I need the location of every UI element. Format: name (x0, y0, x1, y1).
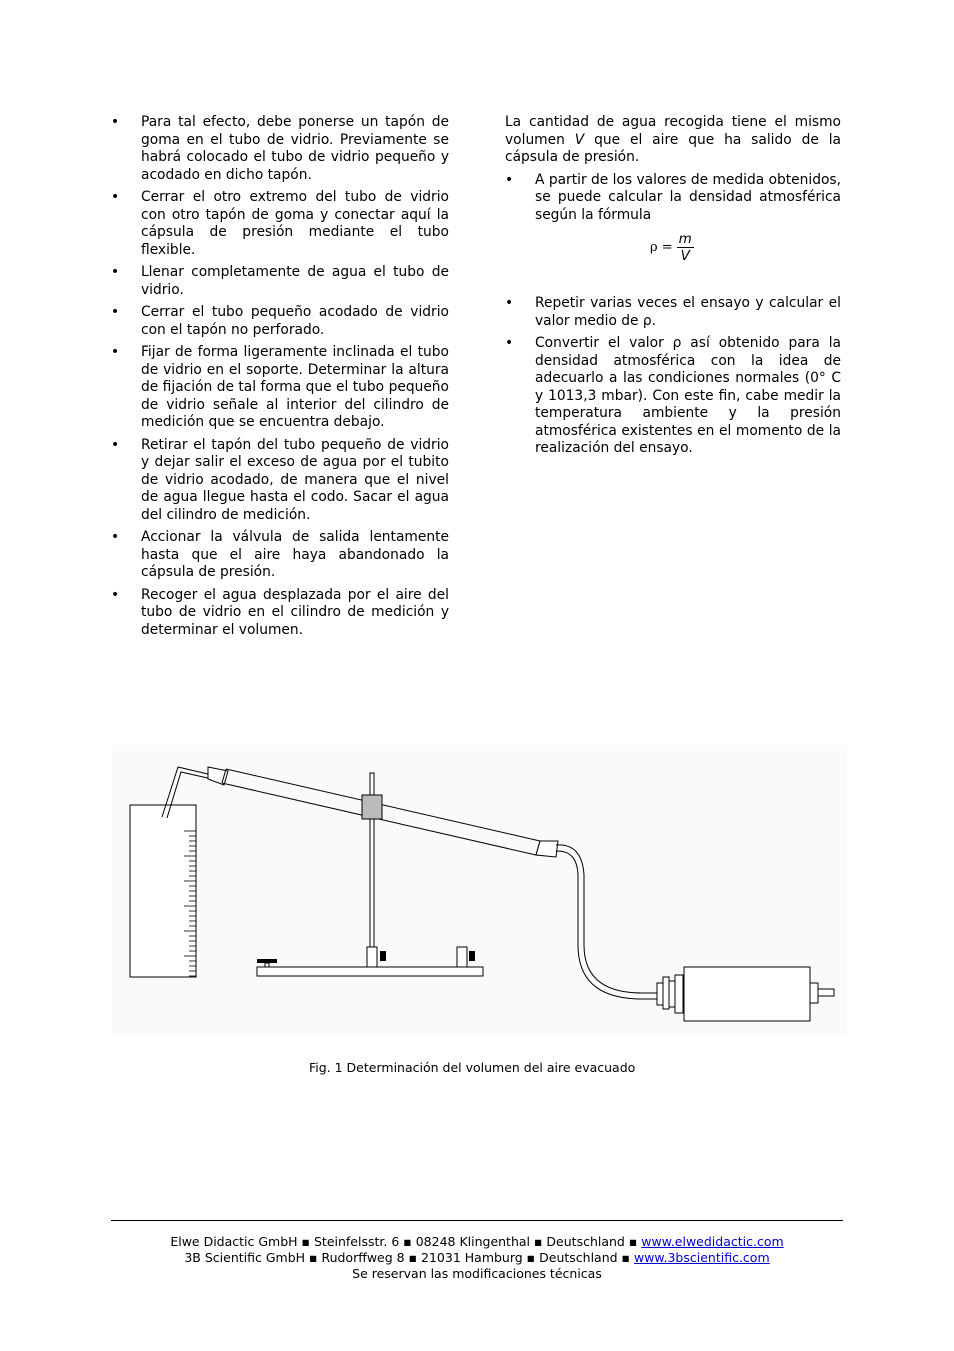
list-item: • Cerrar el otro extremo del tubo de vidrio con otro tapón de goma y conectar aquí la cápsula de presión mediante el tubo flexible. (111, 189, 449, 258)
clamp (362, 795, 382, 819)
list-item: • A partir de los valores de medida obtenidos, se puede calcular la densidad atmosférica según la fórmula (505, 171, 842, 223)
bullet: • (111, 586, 120, 603)
bullet: • (111, 264, 120, 280)
list-item: • Fijar de forma ligeramente inclinada el tubo de vidrio en el soporte. Determinar la altura de fijación de tal forma que el tubo pequeño de vidrio señale al interior del cilindro de medición que se encuentra debajo. (111, 344, 449, 430)
bullet: • (111, 114, 120, 130)
list-item: • Retirar el tapón del tubo pequeño de vidrio y dejar salir el exceso de agua por el tubito de vidrio acodado, de manera que el nivel de agua llegue hasta el codo. Sacar el agua del cilindro de medición. (111, 436, 449, 523)
bullet: • (505, 171, 514, 188)
right-instruction-list-continued (505, 295, 841, 463)
bullet: • (111, 529, 120, 545)
measuring-cylinder (130, 805, 196, 977)
footer-line-2: 3B Scientific GmbH ▪ Rudorffweg 8 ▪ 21031 Hamburg ▪ Deutschland ▪ www.3bscientific.com (184, 1250, 770, 1265)
right-column (505, 114, 841, 229)
footer-divider (111, 1220, 843, 1221)
list-item: • Repetir varias veces el ensayo y calcular el valor medio de ρ. (505, 295, 841, 329)
rubber-stopper-right (536, 841, 558, 857)
pressure-capsule (657, 967, 834, 1021)
right-instruction-list (505, 172, 841, 225)
elwedidactic-link[interactable]: www.elwedidactic.com (641, 1234, 784, 1249)
list-item: • Para tal efecto, debe ponerse un tapón de goma en el tubo de vidrio. Previamente se habrá colocado el tubo de vidrio pequeño y acodado en dicho tapón. (111, 114, 449, 183)
formula-fraction (677, 231, 694, 264)
list-item: • Convertir el valor ρ así obtenido para la densidad atmosférica con la idea de adecuarlo a las condiciones normales (0° C y 1013,3 mbar). Con este fin, cabe medir la temperatura ambiente y la presión atmosférica existentes en el momento de la realización del ensayo. (505, 335, 841, 456)
3bscientific-link[interactable]: www.3bscientific.com (633, 1250, 770, 1265)
bullet: • (505, 295, 514, 311)
left-column (111, 114, 449, 644)
list-item: • Llenar completamente de agua el tubo de vidrio. (111, 264, 449, 298)
left-instruction-list (111, 114, 449, 639)
bullet: • (505, 335, 514, 351)
footer-line-1: Elwe Didactic GmbH ▪ Steinfelsstr. 6 ▪ 08248 Klingenthal ▪ Deutschland ▪ www.elwedidactic.com (170, 1234, 784, 1249)
volume-symbol: V (574, 131, 585, 148)
intro-paragraph: La cantidad de agua recogida tiene el mismo volumen V que el aire que ha salido de la cápsula de presión. (505, 114, 841, 165)
formula-numerator: m (678, 231, 692, 247)
bullet: • (111, 344, 120, 360)
formula-denominator: V (680, 248, 690, 264)
footer-line-3: Se reservan las modificaciones técnicas (352, 1266, 602, 1281)
density-formula (650, 231, 694, 264)
formula-lhs: ρ = (650, 240, 673, 255)
bullet: • (111, 189, 120, 205)
apparatus-figure (112, 745, 847, 1035)
bullet: • (111, 304, 120, 320)
figure-caption: Fig. 1 Determinación del volumen del aire evacuado (309, 1060, 636, 1075)
list-item: • Cerrar el tubo pequeño acodado de vidrio con el tapón no perforado. (111, 304, 449, 338)
bullet: • (111, 436, 120, 453)
list-item: • Recoger el agua desplazada por el aire del tubo de vidrio en el cilindro de medición y determinar el volumen. (111, 586, 449, 638)
footer (111, 1234, 843, 1282)
list-item: • Accionar la válvula de salida lentamente hasta que el aire haya abandonado la cápsula de presión. (111, 529, 449, 580)
